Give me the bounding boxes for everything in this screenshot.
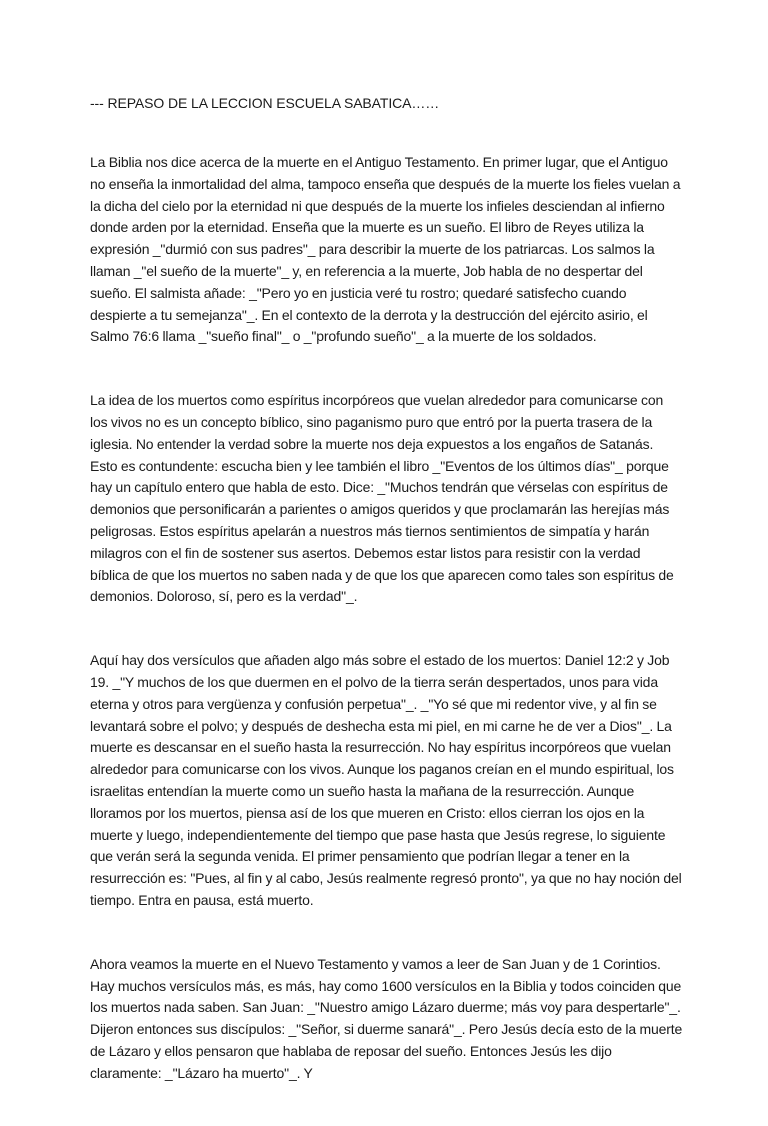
paragraph-espiritus-incorporeos: La idea de los muertos como espíritus incorpóreos que vuelan alrededor para comunicarse con los vivos no es un concepto bíblico, sino paganismo puro que entró por la puerta trasera de la iglesia. No entender la verdad sobre la muerte nos deja expuestos a los engaños de Satanás. Esto es contundente: escucha bien y lee también el libro _"Eventos de los últimos días"_ porque hay un capítulo entero que habla de esto. Dice: _"Muchos tendrán que vérselas con espíritus de demonios que personificarán a parientes o amigos queridos y que proclamarán las herejías más peligrosas. Estos espíritus apelarán a nuestros más tiernos sentimientos de simpatía y harán milagros con el fin de sostener sus asertos. Debemos estar listos para resistir con la verdad bíblica de que los muertos no saben nada y de que los que aparecen como tales son espíritus de demonios. Doloroso, sí, pero es la verdad"_. xyxy=(90,392,674,605)
paragraph-antiguo-testamento: La Biblia nos dice acerca de la muerte en el Antiguo Testamento. En primer lugar, que el Antiguo no enseña la inmortalidad del alma, tampoco enseña que después de la muerte los fieles vuelan a la dicha del cielo por la eternidad ni que después de la muerte los infieles desciendan al infierno donde arden por la eternidad. Enseña que la muerte es un sueño. El libro de Reyes utiliza la expresión _"durmió con sus padres"_ para describir la muerte de los patriarcas. Los salmos la llaman _"el sueño de la muerte"_ y, en referencia a la muerte, Job habla de no despertar del sueño. El salmista añade: _"Pero yo en justicia veré tu rostro; quedaré satisfecho cuando despierte a tu semejanza"_. En el contexto de la derrota y la destrucción del ejército asirio, el Salmo 76:6 llama _"sueño final"_ o _"profundo sueño"_ a la muerte de los soldados. xyxy=(90,154,681,345)
paragraph-nuevo-testamento: Ahora veamos la muerte en el Nuevo Testamento y vamos a leer de San Juan y de 1 Corintios. Hay muchos versículos más, es más, hay como 1600 versículos en la Biblia y todos coinciden que los muertos nada saben. San Juan: _"Nuestro amigo Lázaro duerme; más voy para despertarle"_. Dijeron entonces sus discípulos: _"Señor, si duerme sanará"_. Pero Jesús decía esto de la muerte de Lázaro y ellos pensaron que hablaba de reposar del sueño. Entonces Jesús les dijo claramente: _"Lázaro ha muerto"_. Y xyxy=(90,955,683,1081)
document-title: --- REPASO DE LA LECCION ESCUELA SABATICA…… xyxy=(90,95,440,111)
paragraph-versiculos-daniel-job: Aquí hay dos versículos que añaden algo más sobre el estado de los muertos: Daniel 12:2 y Job 19. _"Y muchos de los que duermen en el polvo de la tierra serán despertados, unos para vida eterna y otros para vergüenza y confusión perpetua"_. _"Yo sé que mi redentor vive, y al fin se levantará sobre el polvo; y después de deshecha esta mi piel, en mi carne he de ver a Dios"_. La muerte es descansar en el sueño hasta la resurrección. No hay espíritus incorpóreos que vuelan alrededor para comunicarse con los vivos. Aunque los paganos creían en el mundo espiritual, los israelitas entendían la muerte como un sueño hasta la mañana de la resurrección. Aunque lloramos por los muertos, piensa así de los que mueren en Cristo: ellos cierran los ojos en la muerte y luego, independientemente del tiempo que pase hasta que Jesús regrese, lo siguiente que verán será la segunda venida. El primer pensamiento que podrían llegar a tener en la resurrección es: "Pues, al fin y al cabo, Jesús realmente regresó pronto", ya que no hay noción del tiempo. Entra en pausa, está muerto. xyxy=(90,652,682,908)
document-page xyxy=(90,92,683,1126)
